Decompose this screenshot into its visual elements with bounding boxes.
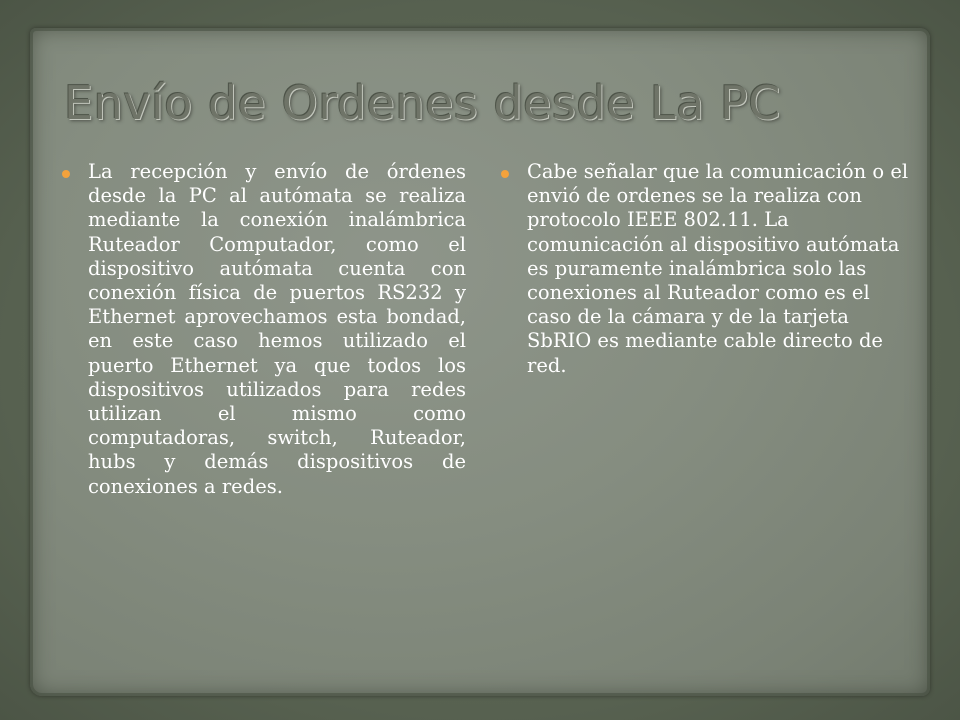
bullet-text-left: La recepción y envío de órdenes desde la PC al autómata se realiza mediante la conexión inalámbrica Ruteador Computador, como el dispositivo autómata cuenta con conexión física de puertos RS232 y Ethernet aprovechamos esta bondad, en este caso hemos utilizado el puerto Ethernet ya que todos los dispositivos utilizados para redes utilizan el mismo como computadoras, switch, Ruteador, hubs y demás dispositivos de conexiones a redes. bbox=[88, 160, 466, 498]
bullet-right bbox=[527, 160, 912, 378]
slide-title: Envío de Ordenes desde La PC bbox=[64, 76, 781, 130]
bullet-dot-icon bbox=[501, 170, 509, 178]
bullet-text-right: Cabe señalar que la comunicación o el envió de ordenes se la realiza con protocolo IEEE 802.11. La comunicación al dispositivo autómata es puramente inalámbrica solo las conexiones al Ruteador como es el caso de la cámara y de la tarjeta SbRIO es mediante cable directo de red. bbox=[527, 160, 909, 377]
bullet-dot-icon bbox=[62, 170, 70, 178]
bullet-left bbox=[88, 160, 466, 499]
